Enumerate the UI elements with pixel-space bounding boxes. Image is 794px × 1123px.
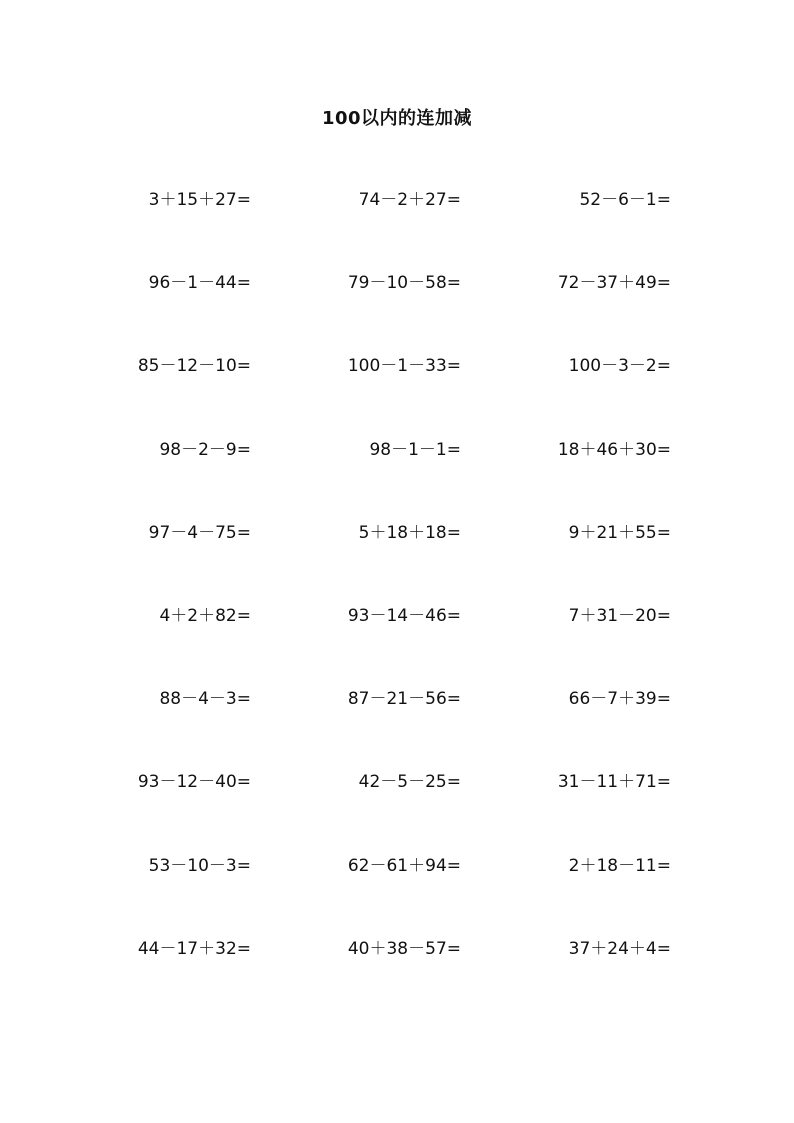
problem-row [0,594,794,677]
page-title: 100以内的连加减 [321,108,473,129]
problem-row [0,677,794,760]
math-problem: 74－2＋27= [358,190,461,210]
math-problem: 42－5－25= [358,772,461,793]
math-problem: 87－21－56= [347,689,461,710]
math-problem: 100－1－33= [347,356,461,377]
problem-grid [0,178,794,1010]
math-problem: 85－12－10= [137,356,251,377]
math-problem: 100－3－2= [568,356,671,377]
problem-row [0,178,794,261]
problem-row [0,261,794,344]
problem-row [0,344,794,427]
problem-row [0,844,794,927]
math-problem: 72－37＋49= [557,273,671,294]
math-problem: 52－6－1= [579,190,671,210]
math-problem: 93－14－46= [347,605,461,626]
math-problem: 93－12－40= [137,772,251,793]
math-problem: 5＋18＋18= [358,522,461,543]
problem-row [0,428,794,511]
problem-row [0,511,794,594]
math-problem: 98－1－1= [369,439,461,460]
math-problem: 44－17＋32= [137,938,251,959]
math-problem: 18＋46＋30= [557,439,671,460]
math-problem: 88－4－3= [159,689,251,710]
problem-row [0,760,794,843]
math-problem: 9＋21＋55= [568,522,671,543]
math-problem: 53－10－3= [148,855,251,876]
math-problem: 62－61＋94= [347,855,461,876]
math-problem: 66－7＋39= [568,689,671,710]
math-problem: 3＋15＋27= [148,190,251,210]
math-problem: 97－4－75= [148,522,251,543]
math-problem: 31－11＋71= [557,772,671,793]
math-problem: 37＋24＋4= [568,938,671,959]
math-problem: 96－1－44= [148,273,251,294]
math-problem: 40＋38－57= [347,938,461,959]
math-problem: 7＋31－20= [568,605,671,626]
math-problem: 98－2－9= [159,439,251,460]
math-problem: 2＋18－11= [568,855,671,876]
math-problem: 79－10－58= [347,273,461,294]
problem-row [0,927,794,1010]
math-problem: 4＋2＋82= [159,605,251,626]
